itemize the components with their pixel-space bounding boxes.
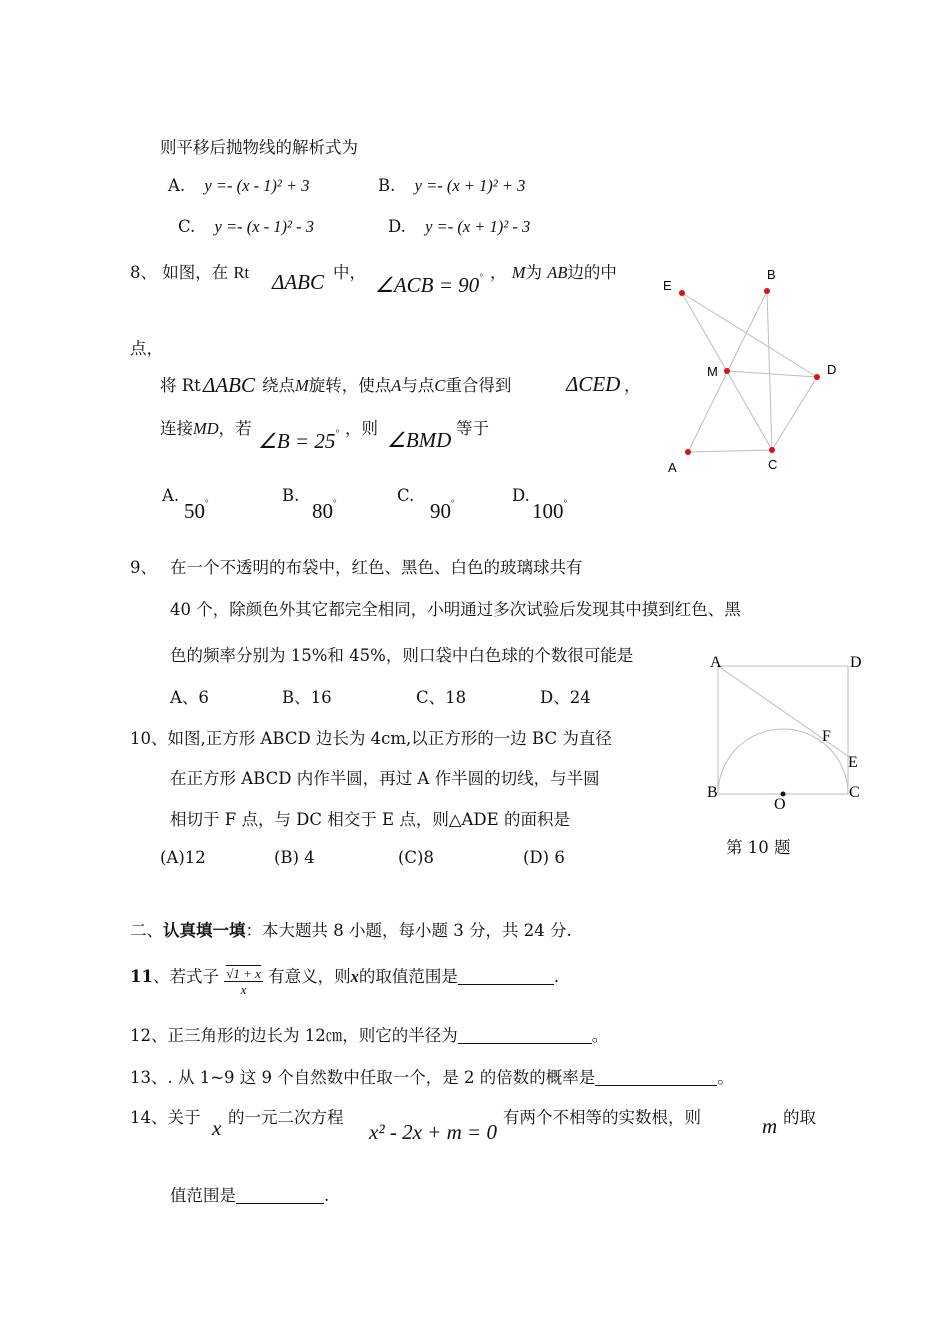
q8-option-d-label: D.: [512, 486, 530, 505]
q8-angle-acb-value: ∠ACB = 90: [375, 273, 480, 297]
q11-denominator: x: [240, 982, 247, 997]
q9-line3: 色的频率分别为 15%和 45%，则口袋中白色球的个数很可能是: [170, 646, 634, 665]
q8-angle-acb: ∠ACB = 90°: [375, 272, 483, 297]
q8-c: C: [434, 376, 446, 395]
q10-line1: 10、如图,正方形 ABCD 边长为 4cm,以正方形的一边 BC 为直径: [130, 729, 612, 748]
q9-option-b: B、16: [282, 688, 332, 707]
q7-option-d-expr: y =- (x + 1)² - 3: [425, 217, 531, 236]
section2-title: 认真填一填: [163, 921, 246, 940]
q14-line1b: 的一元二次方程: [228, 1108, 344, 1127]
label-c: C: [768, 457, 778, 472]
label-a: A: [668, 460, 677, 475]
q11-prefix: 、若式子: [152, 967, 219, 986]
q7-option-a-expr: y =- (x - 1)² + 3: [204, 176, 310, 195]
q9-option-c: C、18: [416, 688, 467, 707]
label-o: O: [774, 796, 786, 813]
q8-option-b-value: 80°: [312, 498, 337, 523]
q8-line3: [160, 415, 252, 439]
q8-option-c-num: 90: [430, 499, 451, 523]
q11-radical: √1 + x: [226, 966, 261, 981]
q11-line: [130, 963, 559, 997]
q8-around: 绕点: [262, 376, 295, 395]
q10-figure-caption: 第 10 题: [726, 838, 791, 857]
q8-edge-mid: 边的中: [567, 263, 617, 282]
label-c: C: [849, 784, 860, 801]
q11-meaningful: 有意义，则: [268, 967, 351, 986]
q13-text: 13、. 从 1~9 这 9 个自然数中任取一个，是 2 的倍数的概率是: [130, 1068, 596, 1087]
q7-option-c-label: C.: [178, 217, 196, 236]
point-e: [679, 290, 685, 296]
q11-numerator: [224, 966, 263, 982]
q8-wei: 为: [525, 263, 542, 282]
q13-answer-blank[interactable]: [595, 1069, 717, 1086]
q8-angle-bmd: ∠BMD: [387, 428, 452, 452]
q8-md: MD: [193, 419, 219, 438]
q8-triangle-abc-2: ΔABC: [203, 373, 255, 397]
label-d: D: [850, 654, 862, 671]
q14-equation: x² - 2x + m = 0: [369, 1120, 497, 1144]
q8-ab: AB: [547, 263, 568, 282]
q8-line1: [130, 259, 249, 283]
q8-text: 如图，在: [162, 263, 229, 282]
q14-range-text: 值范围是: [170, 1186, 236, 1205]
q14-m: m: [762, 1114, 778, 1138]
q7-option-b-expr: y =- (x + 1)² + 3: [414, 176, 526, 195]
q14-line1a: 14、关于: [130, 1108, 201, 1127]
q7-option-d: [388, 217, 530, 237]
q12-end: 。: [591, 1026, 609, 1045]
q7-option-b: [378, 176, 525, 196]
q8-option-d-num: 100: [532, 499, 564, 523]
q7-option-a: [168, 176, 310, 196]
q13-line: [130, 1064, 734, 1088]
q8-option-b-label: B.: [282, 486, 300, 505]
q8-option-d-value: 100°: [532, 498, 568, 523]
q8-coincide: 重合得到: [445, 376, 512, 395]
section2-rest: ：本大题共 8 小题，每小题 3 分，共 24 分.: [245, 921, 572, 940]
q8-triangle-ced: ΔCED: [566, 372, 621, 396]
q8-line2a: 将 Rt: [160, 376, 201, 395]
q9-line2: 40 个，除颜色外其它都完全相同，小明通过多次试验后发现其中摸到红色、黑: [170, 600, 741, 619]
q8-number: 8、: [130, 263, 157, 282]
point-a: [685, 449, 691, 455]
section2-header: [130, 917, 572, 941]
label-e: E: [663, 278, 672, 293]
point-b: [764, 288, 770, 294]
q10-option-b: (B) 4: [274, 848, 315, 867]
q8-option-a-num: 50: [184, 499, 205, 523]
q11-period: .: [553, 967, 560, 986]
label-e: E: [848, 754, 858, 771]
q8-option-c-value: 90°: [430, 498, 455, 523]
q8-line2: [262, 372, 511, 396]
q11-x: x: [350, 967, 359, 986]
q7-option-d-label: D.: [388, 217, 406, 236]
label-a: A: [710, 654, 722, 671]
q9-line1: 在一个不透明的布袋中，红色、黑色、白色的玻璃球共有: [170, 558, 583, 577]
q7-option-b-label: B.: [378, 176, 396, 195]
q11-answer-blank[interactable]: [458, 968, 554, 985]
q7-option-c: [178, 217, 314, 237]
label-b: B: [767, 267, 776, 282]
q9-option-d: D、24: [540, 688, 591, 707]
q8-line1-rest: [490, 259, 617, 283]
q7-option-a-label: A.: [168, 176, 186, 195]
q8-rotate: 旋转，使点: [308, 376, 392, 395]
label-m: M: [707, 364, 718, 379]
q8-rt: Rt: [233, 263, 250, 282]
q8-m: M: [511, 263, 526, 282]
q8-a: A: [391, 376, 402, 395]
q7-stem: 则平移后抛物线的解析式为: [160, 138, 358, 157]
q8-angle-b-value: ∠B = 25: [258, 429, 336, 453]
q10-option-d: (D) 6: [523, 848, 565, 867]
q14-answer-blank[interactable]: [236, 1187, 324, 1204]
q8-m-2: M: [295, 376, 309, 395]
q8-and-point: 与点: [401, 376, 435, 395]
q8-if: ，若: [218, 419, 252, 438]
q7-option-c-expr: y =- (x - 1)² - 3: [214, 217, 314, 236]
q9-option-a: A、6: [170, 688, 209, 707]
q10-figure: [700, 645, 870, 820]
q8-option-b-num: 80: [312, 499, 333, 523]
q14-x: x: [212, 1116, 222, 1140]
q8-then: ，则: [345, 419, 378, 438]
q10-line2: 在正方形 ABCD 内作半圆，再过 A 作半圆的切线，与半圆: [170, 769, 600, 788]
q11-fraction: [224, 966, 263, 997]
q8-text-zhong: 中，: [333, 263, 366, 282]
q11-range: 的取值范围是: [358, 967, 458, 986]
q8-line2-comma: ，: [624, 376, 641, 395]
label-f: F: [822, 728, 831, 745]
q14-line1d: 的取: [783, 1108, 816, 1127]
q12-answer-blank[interactable]: [458, 1027, 592, 1044]
label-d: D: [827, 362, 837, 377]
q9-number: 9、: [130, 558, 157, 577]
section2-prefix: 二、: [130, 921, 163, 940]
point-c: [769, 447, 775, 453]
q12-line: [130, 1022, 608, 1046]
point-d: [814, 374, 820, 380]
q8-option-c-label: C.: [397, 486, 415, 505]
q13-end: 。: [717, 1068, 734, 1087]
point-m: [724, 368, 730, 374]
q8-connect: 连接: [160, 419, 193, 438]
label-b: B: [707, 784, 718, 801]
q8-triangle-abc: ΔABC: [272, 270, 324, 294]
q10-option-a: (A)12: [160, 848, 206, 867]
q8-figure: [650, 260, 850, 480]
q8-angle-b: ∠B = 25°: [258, 428, 339, 453]
q14-period: .: [324, 1186, 330, 1205]
q8-option-a-value: 50°: [184, 498, 209, 523]
q14-line1c: 有两个不相等的实数根，则: [503, 1108, 701, 1127]
q8-line1-wrap: 点，: [130, 339, 163, 358]
q8-option-a-label: A.: [162, 486, 180, 505]
q11-number: 11: [130, 967, 153, 986]
q12-text: 12、正三角形的边长为 12㎝，则它的半径为: [130, 1026, 458, 1045]
q8-comma: ，: [490, 263, 507, 282]
q14-line2: [170, 1182, 329, 1206]
q8-equals: 等于: [456, 419, 489, 438]
q10-option-c: (C)8: [398, 848, 434, 867]
q10-line3: 相切于 F 点，与 DC 相交于 E 点，则△ADE 的面积是: [170, 810, 570, 829]
